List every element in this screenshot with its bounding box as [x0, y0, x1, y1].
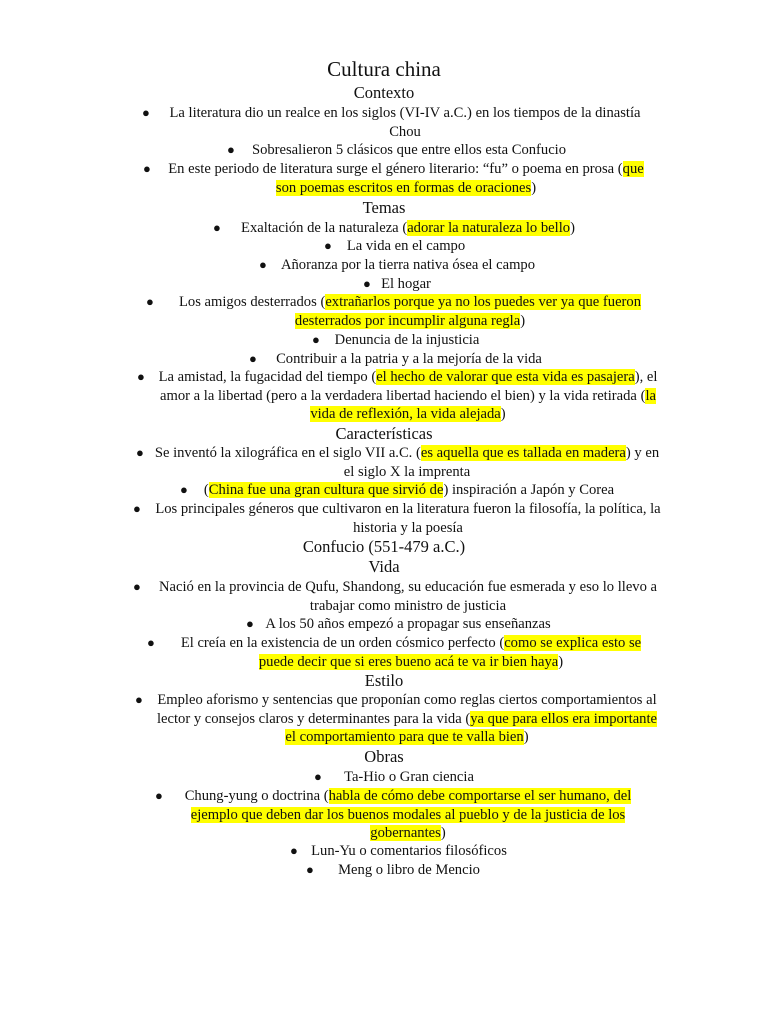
list-item: Ta-Hio o Gran ciencia [344, 769, 474, 785]
bullet-icon: ● [363, 276, 371, 291]
section-heading-confucio: Confucio (551-479 a.C.) [302, 537, 466, 556]
list-item: Lun-Yu o comentarios filosóficos [311, 843, 507, 859]
bullet-icon: ● [259, 257, 267, 272]
bullet-icon: ● [314, 769, 322, 784]
list-item: El hogar [381, 276, 431, 292]
bullet-icon: ● [147, 635, 155, 650]
list-item: Denuncia de la injusticia [334, 332, 480, 348]
bullet-icon: ● [324, 238, 332, 253]
section-heading-obras: Obras [364, 747, 404, 766]
list-item: Los principales géneros que cultivaron en la literatura fueron la filosofía, la política, la historia y la poesía [155, 501, 661, 536]
list-item: Exaltación de la naturaleza (adorar la naturaleza lo bello) [241, 220, 575, 236]
list-item: En este periodo de literatura surge el género literario: “fu” o poema en prosa (que son poemas escritos en formas de oraciones) [168, 161, 644, 196]
bullet-icon: ● [146, 294, 154, 309]
bullet-icon: ● [246, 616, 254, 631]
highlight: que son poemas escritos en formas de oraciones [275, 161, 644, 196]
section-heading-contexto: Contexto [353, 83, 415, 102]
list-item: Los amigos desterrados (extrañarlos porque ya no los puedes ver ya que fueron desterrados por incumplir alguna regla) [178, 294, 641, 329]
bullet-icon: ● [135, 692, 143, 707]
highlight: habla de cómo debe comportarse el ser humano, del ejemplo que deben dar los buenos modales al pueblo y de la justicia de los gobernantes [190, 788, 632, 842]
list-item: Chung-yung o doctrina (habla de cómo debe comportarse el ser humano, del ejemplo que deben dar los buenos modales al pueblo y de la justicia de los gobernantes) [184, 788, 632, 842]
highlight: la vida de reflexión, la vida alejada [310, 387, 656, 423]
list-item: Meng o libro de Mencio [338, 862, 480, 878]
list-item: Añoranza por la tierra nativa ósea el campo [280, 257, 536, 273]
highlight: adorar la naturaleza lo bello [407, 220, 571, 236]
section-heading-estilo: Estilo [364, 671, 404, 690]
bullet-icon: ● [312, 332, 320, 347]
bullet-icon: ● [143, 161, 151, 176]
list-item: A los 50 años empezó a propagar sus enseñanzas [265, 616, 551, 632]
list-item: Contribuir a la patria y a la mejoría de la vida [276, 351, 542, 367]
bullet-icon: ● [136, 445, 144, 460]
list-item: Nació en la provincia de Qufu, Shandong, su educación fue esmerada y eso lo llevo a trabajar como ministro de justicia [158, 579, 658, 614]
page-title: Cultura china [327, 57, 441, 81]
highlight: extrañarlos porque ya no los puedes ver ya que fueron desterrados por incumplir alguna regla [294, 294, 641, 329]
bullet-icon: ● [306, 862, 314, 877]
section-heading-temas: Temas [362, 198, 406, 217]
bullet-icon: ● [155, 788, 163, 803]
list-item: (China fue una gran cultura que sirvió de) inspiración a Japón y Corea [203, 482, 615, 498]
highlight: China fue una gran cultura que sirvió de [208, 482, 444, 498]
bullet-icon: ● [133, 501, 141, 516]
highlight: ya que para ellos era importante el comportamiento para que te valla bien [285, 710, 658, 746]
list-item: Se inventó la xilográfica en el siglo VII a.C. (es aquella que es tallada en madera) y en el siglo X la imprenta [154, 445, 660, 480]
list-item: Sobresalieron 5 clásicos que entre ellos esta Confucio [251, 142, 567, 158]
bullet-icon: ● [137, 369, 145, 384]
bullet-icon: ● [180, 482, 188, 497]
list-item: La vida en el campo [346, 238, 466, 254]
list-item: La literatura dio un realce en los siglos (VI-IV a.C.) en los tiempos de la dinastía Chou [169, 105, 641, 140]
subsection-heading-vida: Vida [368, 557, 400, 576]
list-item: La amistad, la fugacidad del tiempo (el hecho de valorar que esta vida es pasajera), el amor a la libertad (pero a la verdadera libertad haciendo el bien) y la vida retirada (la vida de reflexión, la vida alejada) [158, 369, 658, 423]
list-item: El creía en la existencia de un orden cósmico perfecto (como se explica esto se puede decir que si eres bueno acá te va ir bien haya) [180, 635, 642, 670]
list-item: Empleo aforismo y sentencias que proponían como reglas ciertos comportamientos al lector y consejos claros y determinantes para la vida (ya que para ellos era importante el comportamiento para que te valla bien) [156, 692, 658, 746]
bullet-icon: ● [249, 351, 257, 366]
bullet-icon: ● [227, 142, 235, 157]
section-heading-caracteristicas: Características [335, 424, 433, 443]
bullet-icon: ● [133, 579, 141, 594]
highlight: el hecho de valorar que esta vida es pasajera [376, 369, 635, 385]
bullet-icon: ● [142, 105, 150, 120]
highlight: como se explica esto se puede decir que si eres bueno acá te va ir bien haya [258, 635, 642, 670]
bullet-icon: ● [290, 843, 298, 858]
highlight: es aquella que es tallada en madera [420, 445, 626, 461]
bullet-icon: ● [213, 220, 221, 235]
